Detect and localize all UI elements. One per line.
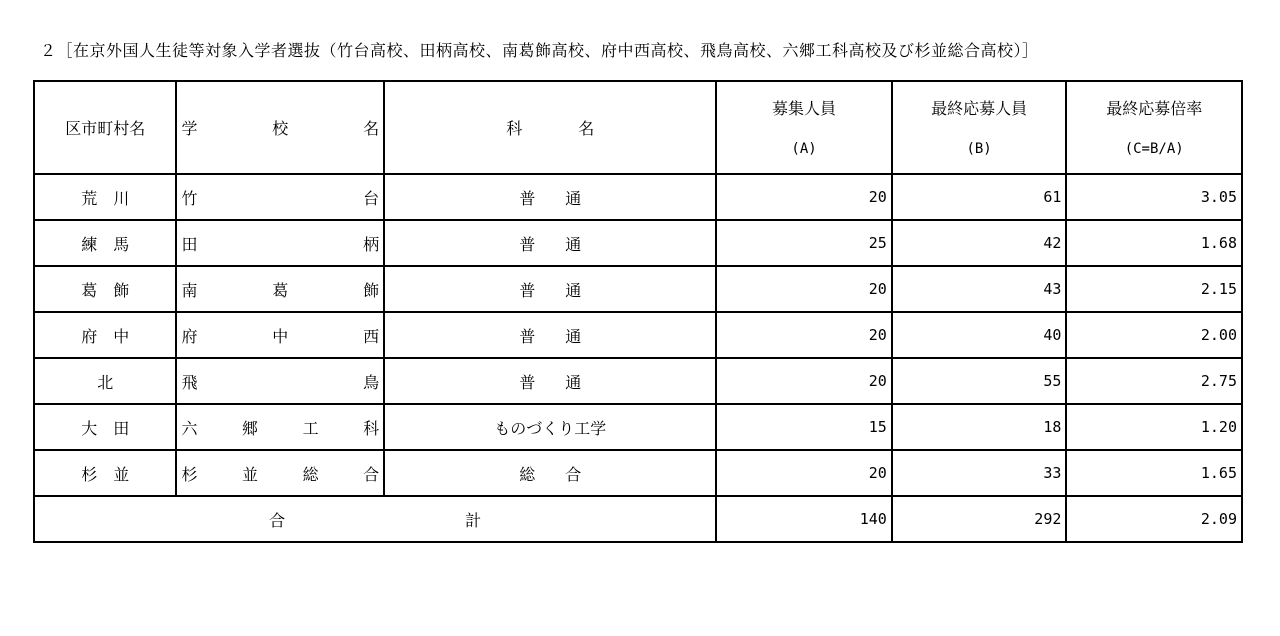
school-cell: [176, 174, 384, 220]
school-char: 飛: [181, 372, 198, 392]
header-ratio-sub: (C=B/A): [1124, 141, 1184, 157]
course-cell: 総合: [384, 450, 716, 496]
capacity-cell: 15: [716, 404, 892, 450]
school-char: 飾: [363, 280, 380, 300]
school-cell: [176, 358, 384, 404]
table-row: [34, 404, 1242, 450]
course-cell: 普通: [384, 358, 716, 404]
header-applicants-label: 最終応募人員: [931, 99, 1028, 118]
applicants-cell: 55: [892, 358, 1067, 404]
header-row: [34, 81, 1242, 174]
ward-cell: 府中: [34, 312, 176, 358]
total-label-char: 合: [269, 510, 286, 530]
capacity-cell: 20: [716, 266, 892, 312]
school-char: 合: [363, 464, 380, 484]
applicants-cell: 33: [892, 450, 1067, 496]
total-applicants-cell: 292: [892, 496, 1067, 542]
ratio-cell: 2.15: [1066, 266, 1242, 312]
school-cell: [176, 266, 384, 312]
header-capacity-label: 募集人員: [772, 99, 837, 118]
ward-cell: 杉並: [34, 450, 176, 496]
school-char: 中: [272, 326, 289, 346]
header-ward: 区市町村名: [34, 81, 176, 174]
school-char: 柄: [363, 234, 380, 254]
total-label-char: 計: [465, 510, 482, 530]
table-row: [34, 174, 1242, 220]
school-char: 府: [181, 326, 198, 346]
ward-cell: 北: [34, 358, 176, 404]
school-char: 並: [242, 464, 259, 484]
table-row: [34, 312, 1242, 358]
school-char: 科: [363, 418, 380, 438]
table-row: [34, 450, 1242, 496]
header-applicants: [892, 81, 1067, 174]
ratio-cell: 1.65: [1066, 450, 1242, 496]
header-ratio-label: 最終応募倍率: [1106, 99, 1203, 118]
school-cell: [176, 220, 384, 266]
school-char: 郷: [242, 418, 259, 438]
total-label-cell: [34, 496, 716, 542]
school-char: 鳥: [363, 372, 380, 392]
ratio-cell: 2.75: [1066, 358, 1242, 404]
total-ratio-cell: 2.09: [1066, 496, 1242, 542]
school-char: 田: [181, 234, 198, 254]
school-char: 杉: [181, 464, 198, 484]
course-cell: 普通: [384, 174, 716, 220]
ward-cell: 大田: [34, 404, 176, 450]
ratio-cell: 1.20: [1066, 404, 1242, 450]
header-capacity-sub: (A): [791, 141, 817, 157]
school-char: 葛: [272, 280, 289, 300]
ward-cell: 荒川: [34, 174, 176, 220]
admissions-table: [33, 80, 1243, 543]
school-char: 工: [302, 418, 319, 438]
course-cell: 普通: [384, 312, 716, 358]
school-cell: [176, 312, 384, 358]
header-course: 科名: [384, 81, 716, 174]
header-school-char: 名: [363, 119, 380, 138]
ratio-cell: 3.05: [1066, 174, 1242, 220]
applicants-cell: 61: [892, 174, 1067, 220]
header-applicants-sub: (B): [966, 141, 992, 157]
school-char: 西: [363, 326, 380, 346]
total-row: [34, 496, 1242, 542]
ratio-cell: 2.00: [1066, 312, 1242, 358]
table-row: [34, 266, 1242, 312]
applicants-cell: 43: [892, 266, 1067, 312]
document-heading: ２［在京外国人生徒等対象入学者選抜（竹台高校、田柄高校、南葛飾高校、府中西高校、飛鳥高校、六郷工科高校及び杉並総合高校）］: [40, 41, 1039, 60]
ward-cell: 葛飾: [34, 266, 176, 312]
total-capacity-cell: 140: [716, 496, 892, 542]
capacity-cell: 20: [716, 312, 892, 358]
school-cell: [176, 450, 384, 496]
school-char: 南: [181, 280, 198, 300]
ward-cell: 練馬: [34, 220, 176, 266]
applicants-cell: 40: [892, 312, 1067, 358]
course-cell: ものづくり工学: [384, 404, 716, 450]
applicants-cell: 18: [892, 404, 1067, 450]
header-school-char: 校: [272, 119, 289, 138]
course-cell: 普通: [384, 266, 716, 312]
capacity-cell: 20: [716, 450, 892, 496]
header-school: [176, 81, 384, 174]
school-char: 台: [363, 188, 380, 208]
capacity-cell: 25: [716, 220, 892, 266]
school-cell: [176, 404, 384, 450]
header-school-char: 学: [181, 119, 198, 138]
header-ratio: [1066, 81, 1242, 174]
header-capacity: [716, 81, 892, 174]
capacity-cell: 20: [716, 358, 892, 404]
applicants-cell: 42: [892, 220, 1067, 266]
table-row: [34, 220, 1242, 266]
table-row: [34, 358, 1242, 404]
school-char: 六: [181, 418, 198, 438]
capacity-cell: 20: [716, 174, 892, 220]
course-cell: 普通: [384, 220, 716, 266]
school-char: 竹: [181, 188, 198, 208]
school-char: 総: [302, 464, 319, 484]
ratio-cell: 1.68: [1066, 220, 1242, 266]
